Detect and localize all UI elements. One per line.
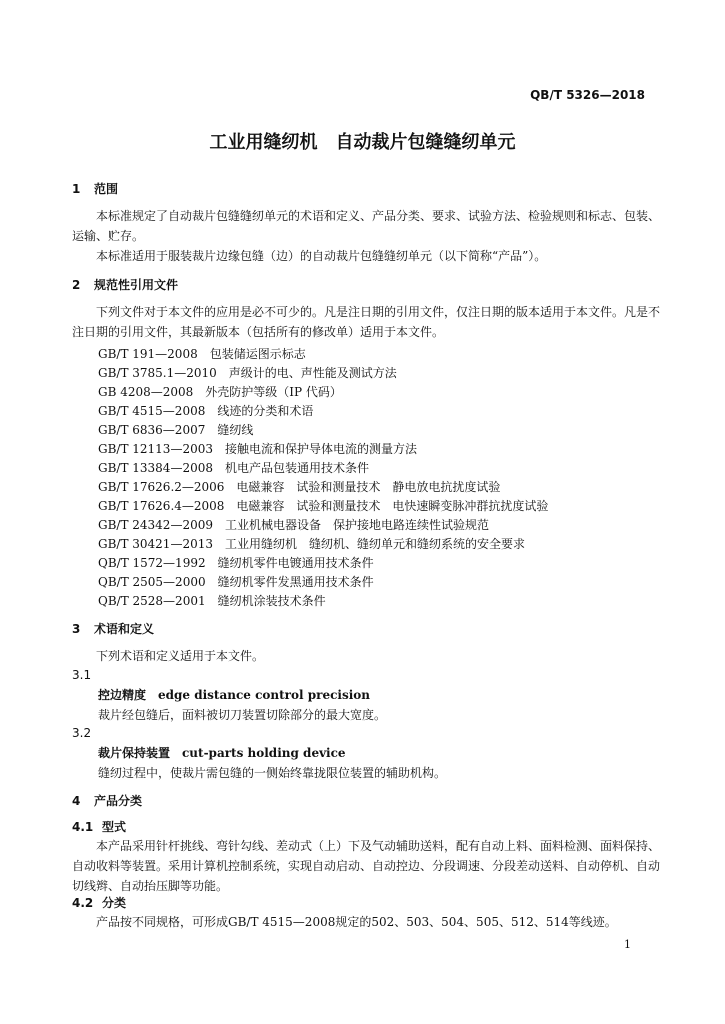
section-1-heading	[72, 180, 118, 197]
section-number: 4.1	[72, 820, 94, 834]
section-title: 术语和定义	[94, 622, 155, 636]
reference-item: GB/T 12113—2003 接触电流和保护导体电流的测量方法	[98, 442, 417, 456]
reference-item: GB/T 24342—2009 工业机械电器设备 保护接地电路连续性试验规范	[98, 518, 489, 532]
section-title: 规范性引用文件	[94, 278, 179, 292]
term-number: 3.1	[72, 668, 92, 682]
reference-item: GB/T 4515—2008 线迹的分类和术语	[98, 404, 314, 418]
section-number: 4.2	[72, 896, 94, 910]
reference-item: GB/T 30421—2013 工业用缝纫机 缝纫机、缝纫单元和缝纫系统的安全要求	[98, 537, 525, 551]
section-2-paragraph-1: 下列文件对于本文件的应用是必不可少的。凡是注日期的引用文件，仅注日期的版本适用于本文件。凡是不注日期的引用文件，其最新版本（包括所有的修改单）适用于本文件。	[72, 305, 661, 339]
term-definition: 缝纫过程中，使裁片需包缝的一侧始终靠拢限位装置的辅助机构。	[98, 766, 447, 780]
section-4-2-paragraph: 产品按不同规格，可形成GB/T 4515—2008规定的502、503、504、505、512、514等线迹。	[96, 915, 617, 929]
section-1-paragraph-2: 本标准适用于服装裁片边缘包缝（边）的自动裁片包缝缝纫单元（以下简称“产品”）。	[96, 249, 547, 263]
section-1-paragraph-1: 本标准规定了自动裁片包缝缝纫单元的术语和定义、产品分类、要求、试验方法、检验规则和标志、包装、运输、贮存。	[72, 209, 661, 243]
document-title: 工业用缝纫机 自动裁片包缝缝纫单元	[209, 132, 516, 153]
section-4-1-paragraph: 本产品采用针杆挑线、弯针勾线、差动式（上）下及气动辅助送料，配有自动上料、面料检测、面料保持、自动收料等装置。采用计算机控制系统，实现自动启动、自动控边、分段调速、分段差动送料、自动停机、自动切线辫、自动抬压脚等功能。	[72, 839, 661, 893]
page-number: 1	[624, 938, 631, 951]
reference-item: GB/T 6836—2007 缝纫线	[98, 423, 254, 437]
section-title: 范围	[94, 182, 119, 196]
section-3-heading	[72, 620, 154, 637]
section-number: 1	[72, 182, 81, 196]
term-title: 裁片保持装置 cut-parts holding device	[98, 746, 346, 760]
reference-item: QB/T 1572—1992 缝纫机零件电镀通用技术条件	[98, 556, 374, 570]
section-number: 4	[72, 794, 81, 808]
reference-item: GB/T 17626.4—2008 电磁兼容 试验和测量技术 电快速瞬变脉冲群抗扰度试验	[98, 499, 549, 513]
reference-item: GB 4208—2008 外壳防护等级（IP 代码）	[98, 385, 342, 399]
reference-item: GB/T 17626.2—2006 电磁兼容 试验和测量技术 静电放电抗扰度试验	[98, 480, 501, 494]
section-2-heading	[72, 276, 178, 293]
reference-item: QB/T 2505—2000 缝纫机零件发黑通用技术条件	[98, 575, 374, 589]
section-3-paragraph-1: 下列术语和定义适用于本文件。	[96, 649, 265, 663]
section-number: 3	[72, 622, 81, 636]
section-number: 2	[72, 278, 81, 292]
term-number: 3.2	[72, 726, 92, 740]
section-title: 分类	[102, 896, 127, 910]
term-definition: 裁片经包缝后，面料被切刀装置切除部分的最大宽度。	[98, 708, 387, 722]
standard-code: QB/T 5326—2018	[530, 88, 645, 102]
term-title: 控边精度 edge distance control precision	[98, 688, 370, 702]
section-4-2-heading	[72, 894, 126, 911]
section-4-1-heading	[72, 818, 126, 835]
reference-item: GB/T 3785.1—2010 声级计的电、声性能及测试方法	[98, 366, 397, 380]
section-title: 型式	[102, 820, 127, 834]
reference-item: QB/T 2528—2001 缝纫机涂装技术条件	[98, 594, 326, 608]
section-title: 产品分类	[94, 794, 143, 808]
reference-item: GB/T 13384—2008 机电产品包装通用技术条件	[98, 461, 369, 475]
reference-item: GB/T 191—2008 包装储运图示标志	[98, 347, 306, 361]
section-4-heading	[72, 792, 142, 809]
